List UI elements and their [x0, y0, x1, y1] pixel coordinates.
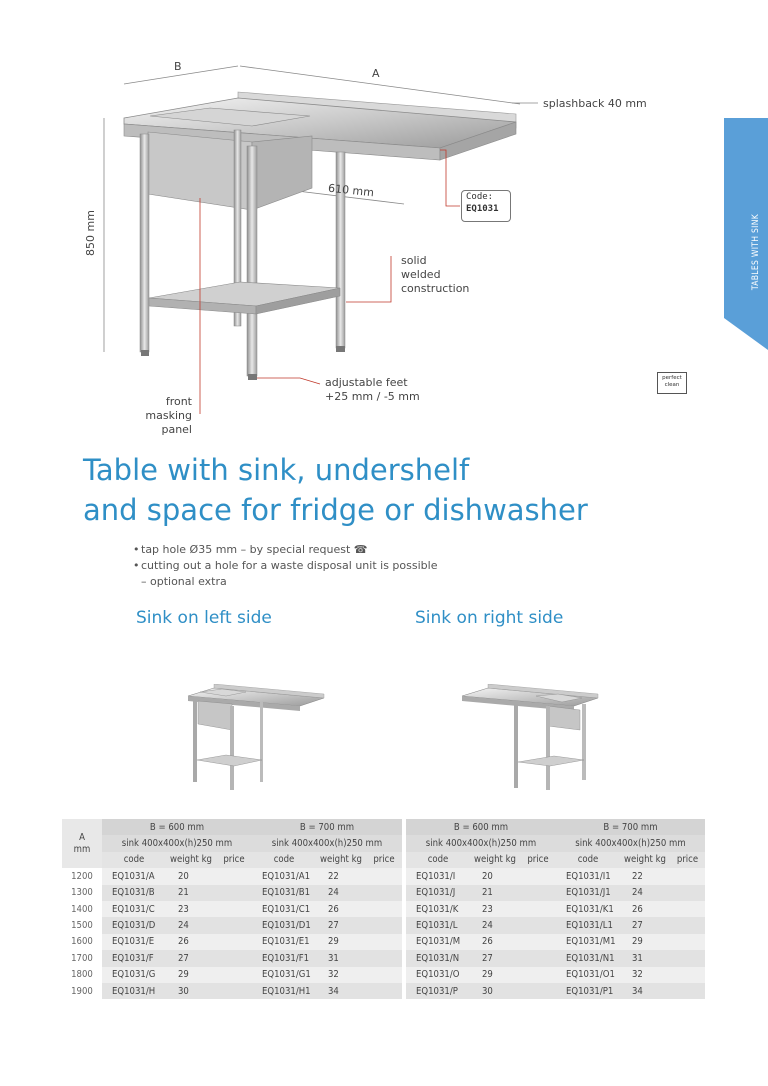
price-cell: [366, 868, 402, 884]
col-header-code: code: [252, 852, 316, 868]
logo-text: clean: [664, 382, 680, 388]
length-cell: 1600: [62, 934, 102, 950]
length-header-label: A: [79, 831, 85, 843]
code-box-label: Code:: [466, 192, 494, 202]
col-header-price: price: [670, 852, 705, 868]
front-panel-note: [118, 395, 192, 437]
construction-line: construction: [401, 282, 470, 295]
price-cell: [670, 934, 705, 950]
code-cell: EQ1031/L1: [556, 917, 620, 933]
table-row: [62, 885, 705, 901]
code-cell: EQ1031/F1: [252, 950, 316, 966]
code-cell: EQ1031/A1: [252, 868, 316, 884]
table-row: [62, 934, 705, 950]
price-cell: [670, 917, 705, 933]
code-cell: EQ1031/P1: [556, 983, 620, 999]
weight-cell: 24: [470, 917, 520, 933]
code-cell: EQ1031/O: [406, 967, 470, 983]
weight-cell: 29: [166, 967, 216, 983]
group-header-b: B = 600 mm: [102, 819, 252, 835]
weight-cell: 26: [620, 901, 670, 917]
col-header-code: code: [556, 852, 620, 868]
price-cell: [520, 885, 556, 901]
group-header-sink: sink 400x400x(h)250 mm: [406, 835, 556, 851]
weight-cell: 24: [620, 885, 670, 901]
price-cell: [670, 868, 705, 884]
page-title: [83, 450, 683, 530]
weight-cell: 34: [620, 983, 670, 999]
code-cell: EQ1031/D: [102, 917, 166, 933]
price-cell: [366, 901, 402, 917]
table-row: [62, 967, 705, 983]
feature-list: [133, 542, 437, 590]
price-cell: [216, 917, 252, 933]
code-cell: EQ1031/E1: [252, 934, 316, 950]
price-cell: [520, 901, 556, 917]
splashback-label: splashback 40 mm: [543, 97, 647, 110]
code-cell: EQ1031/K: [406, 901, 470, 917]
price-cell: [670, 885, 705, 901]
code-cell: EQ1031/J: [406, 885, 470, 901]
code-cell: EQ1031/L: [406, 917, 470, 933]
weight-cell: 32: [620, 967, 670, 983]
sink-width-label: 610 mm: [327, 181, 375, 200]
dimension-a-label: A: [372, 67, 380, 80]
group-header-sink: sink 400x400x(h)250 mm: [102, 835, 252, 851]
code-cell: EQ1031/N: [406, 950, 470, 966]
group-header-b: B = 700 mm: [556, 819, 705, 835]
perfect-clean-logo: [657, 372, 687, 394]
feet-line: adjustable feet: [325, 376, 408, 389]
height-label: 850 mm: [84, 210, 97, 256]
feet-line: +25 mm / -5 mm: [325, 390, 420, 403]
weight-cell: 26: [470, 934, 520, 950]
title-line: and space for fridge or dishwasher: [83, 493, 588, 527]
price-cell: [670, 967, 705, 983]
price-cell: [670, 950, 705, 966]
feature-item-continued: – optional extra: [141, 575, 227, 588]
price-cell: [366, 967, 402, 983]
weight-cell: 20: [166, 868, 216, 884]
front-panel-line: masking panel: [145, 409, 192, 436]
dimension-b-label: B: [174, 60, 182, 73]
weight-cell: 22: [620, 868, 670, 884]
weight-cell: 31: [620, 950, 670, 966]
price-cell: [216, 885, 252, 901]
weight-cell: 21: [470, 885, 520, 901]
col-header-weight: weight kg: [316, 852, 366, 868]
code-cell: EQ1031/D1: [252, 917, 316, 933]
price-cell: [216, 983, 252, 999]
col-header-price: price: [216, 852, 252, 868]
price-cell: [366, 917, 402, 933]
weight-cell: 21: [166, 885, 216, 901]
code-box-value: EQ1031: [466, 204, 499, 214]
table-row: [62, 868, 705, 884]
code-cell: EQ1031/C: [102, 901, 166, 917]
weight-cell: 24: [166, 917, 216, 933]
weight-cell: 32: [316, 967, 366, 983]
group-header-sink: sink 400x400x(h)250 mm: [556, 835, 705, 851]
code-cell: EQ1031/G1: [252, 967, 316, 983]
weight-cell: 23: [470, 901, 520, 917]
weight-cell: 26: [316, 901, 366, 917]
section-tab-label: TABLES WITH SINK: [751, 213, 761, 291]
table-row: [62, 950, 705, 966]
col-header-code: code: [102, 852, 166, 868]
price-cell: [366, 983, 402, 999]
weight-cell: 26: [166, 934, 216, 950]
col-header-weight: weight kg: [620, 852, 670, 868]
weight-cell: 23: [166, 901, 216, 917]
code-cell: EQ1031/B: [102, 885, 166, 901]
weight-cell: 27: [620, 917, 670, 933]
table-body: [62, 868, 705, 999]
construction-note: [401, 254, 469, 296]
length-cell: 1400: [62, 901, 102, 917]
code-cell: EQ1031/F: [102, 950, 166, 966]
code-cell: EQ1031/A: [102, 868, 166, 884]
weight-cell: 27: [470, 950, 520, 966]
sink-right-image: [458, 684, 603, 790]
table-row: [62, 917, 705, 933]
construction-line: welded: [401, 268, 441, 281]
col-header-price: price: [366, 852, 402, 868]
length-cell: 1500: [62, 917, 102, 933]
price-cell: [670, 983, 705, 999]
construction-line: solid: [401, 254, 427, 267]
code-cell: EQ1031/J1: [556, 885, 620, 901]
price-cell: [520, 934, 556, 950]
code-cell: EQ1031/E: [102, 934, 166, 950]
weight-cell: 31: [316, 950, 366, 966]
col-header-code: code: [406, 852, 470, 868]
price-cell: [216, 901, 252, 917]
price-cell: [520, 950, 556, 966]
feet-note: [325, 376, 420, 404]
code-cell: EQ1031/G: [102, 967, 166, 983]
weight-cell: 30: [470, 983, 520, 999]
length-cell: 1900: [62, 983, 102, 999]
front-panel-line: front: [165, 395, 192, 408]
code-cell: EQ1031/I1: [556, 868, 620, 884]
length-cell: 1700: [62, 950, 102, 966]
specification-table: [62, 819, 705, 999]
weight-cell: 24: [316, 885, 366, 901]
table-row: [62, 901, 705, 917]
title-line: Table with sink, undershelf: [83, 453, 470, 487]
length-header: [62, 819, 102, 868]
section-tab: [724, 118, 768, 350]
price-cell: [366, 934, 402, 950]
weight-cell: 29: [316, 934, 366, 950]
variant-right-heading: Sink on right side: [415, 608, 564, 628]
price-cell: [216, 967, 252, 983]
weight-cell: 20: [470, 868, 520, 884]
price-cell: [216, 934, 252, 950]
weight-cell: 29: [620, 934, 670, 950]
code-cell: EQ1031/I: [406, 868, 470, 884]
code-cell: EQ1031/M: [406, 934, 470, 950]
variant-left-heading: Sink on left side: [136, 608, 272, 628]
feature-item: • cutting out a hole for a waste disposal unit is possible: [133, 558, 437, 574]
price-cell: [366, 950, 402, 966]
code-cell: EQ1031/K1: [556, 901, 620, 917]
code-cell: EQ1031/H: [102, 983, 166, 999]
length-header-unit: mm: [73, 843, 91, 855]
price-cell: [520, 917, 556, 933]
price-cell: [520, 967, 556, 983]
weight-cell: 29: [470, 967, 520, 983]
weight-cell: 22: [316, 868, 366, 884]
length-cell: 1800: [62, 967, 102, 983]
code-cell: EQ1031/B1: [252, 885, 316, 901]
length-cell: 1200: [62, 868, 102, 884]
weight-cell: 34: [316, 983, 366, 999]
code-cell: EQ1031/P: [406, 983, 470, 999]
price-cell: [520, 983, 556, 999]
logo-text: perfect: [662, 375, 682, 381]
code-cell: EQ1031/M1: [556, 934, 620, 950]
sink-left-image: [184, 684, 329, 790]
weight-cell: 27: [316, 917, 366, 933]
group-header-b: B = 600 mm: [406, 819, 556, 835]
group-header-sink: sink 400x400x(h)250 mm: [252, 835, 402, 851]
weight-cell: 27: [166, 950, 216, 966]
price-cell: [670, 901, 705, 917]
price-cell: [520, 868, 556, 884]
feature-item: • tap hole Ø35 mm – by special request ☎: [133, 542, 437, 558]
price-cell: [216, 950, 252, 966]
group-header-b: B = 700 mm: [252, 819, 402, 835]
col-header-weight: weight kg: [166, 852, 216, 868]
code-cell: EQ1031/C1: [252, 901, 316, 917]
weight-cell: 30: [166, 983, 216, 999]
code-cell: EQ1031/N1: [556, 950, 620, 966]
col-header-weight: weight kg: [470, 852, 520, 868]
price-cell: [366, 885, 402, 901]
table-row: [62, 983, 705, 999]
length-cell: 1300: [62, 885, 102, 901]
code-box: [461, 190, 511, 222]
code-cell: EQ1031/O1: [556, 967, 620, 983]
price-cell: [216, 868, 252, 884]
code-cell: EQ1031/H1: [252, 983, 316, 999]
col-header-price: price: [520, 852, 556, 868]
